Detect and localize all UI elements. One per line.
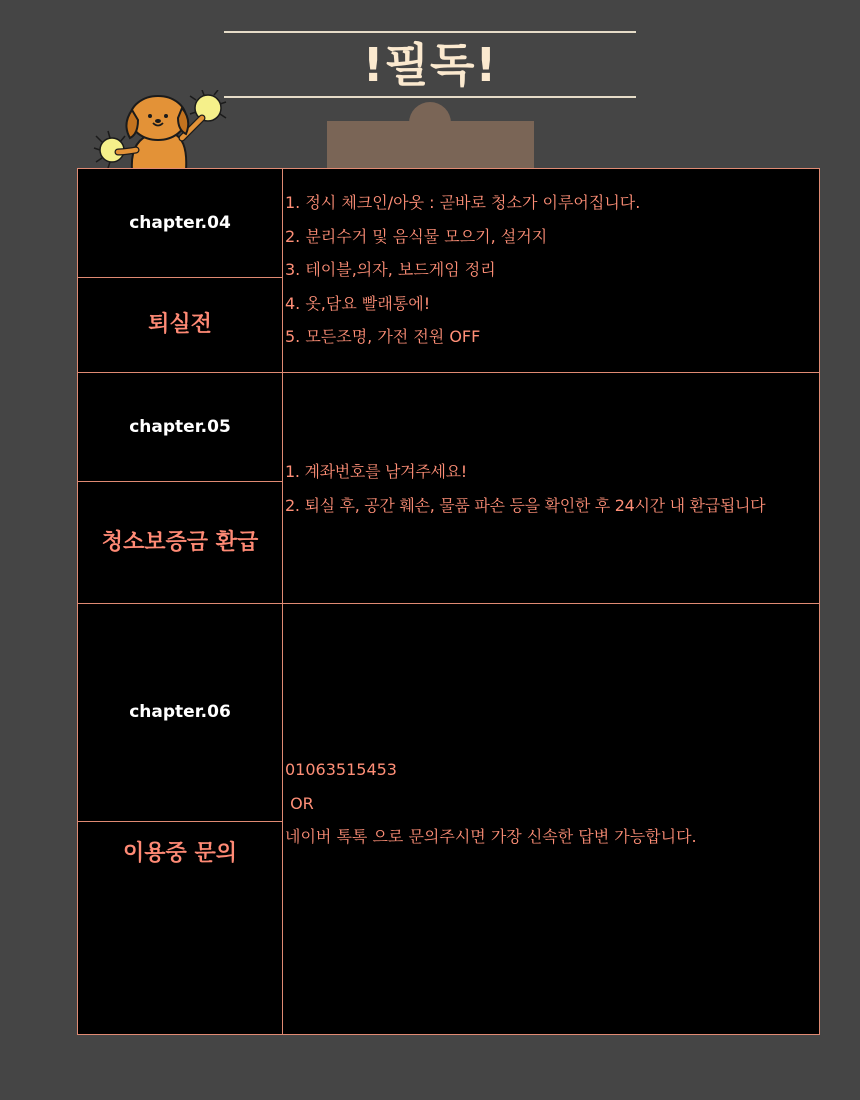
list-item: 1. 계좌번호를 남겨주세요! bbox=[285, 462, 467, 481]
chapter-label-04: chapter.04 bbox=[129, 213, 231, 233]
list-item: 5. 모든조명, 가전 전원 OFF bbox=[285, 327, 481, 346]
chapter-label-06: chapter.06 bbox=[129, 702, 231, 722]
cheering-puppy-icon bbox=[92, 90, 232, 170]
column-divider bbox=[282, 169, 283, 1034]
clip-base bbox=[327, 121, 534, 169]
section-content-checkout bbox=[285, 186, 819, 354]
section-heading-inquiry: 이용중 문의 bbox=[123, 841, 237, 866]
section-heading-deposit-refund: 청소보증금 환급 bbox=[101, 530, 259, 555]
section-heading-checkout: 퇴실전 bbox=[148, 312, 212, 337]
list-item: OR bbox=[285, 793, 314, 813]
title-rule-bottom bbox=[224, 96, 636, 98]
checklist-board bbox=[77, 168, 820, 1035]
list-item: 3. 테이블,의자, 보드게임 정리 bbox=[285, 260, 496, 279]
list-item: 4. 옷,담요 빨래통에! bbox=[285, 293, 431, 313]
title-rule-top bbox=[224, 31, 636, 33]
page-title: !필독! bbox=[362, 38, 498, 92]
chapter-label-05: chapter.05 bbox=[129, 417, 231, 437]
phone-number: 01063515453 bbox=[285, 760, 397, 779]
section-content-inquiry bbox=[285, 753, 819, 854]
list-item: 2. 퇴실 후, 공간 훼손, 물품 파손 등을 확인한 후 24시간 내 환급됩니다 bbox=[285, 495, 766, 515]
list-item: 네이버 톡톡 으로 문의주시면 가장 신속한 답변 가능합니다. bbox=[285, 827, 697, 846]
list-item: 2. 분리수거 및 음식물 모으기, 설거지 bbox=[285, 226, 548, 246]
list-item: 1. 정시 체크인/아웃 : 곧바로 청소가 이루어집니다. bbox=[285, 193, 641, 212]
section-content-deposit-refund bbox=[285, 455, 819, 522]
